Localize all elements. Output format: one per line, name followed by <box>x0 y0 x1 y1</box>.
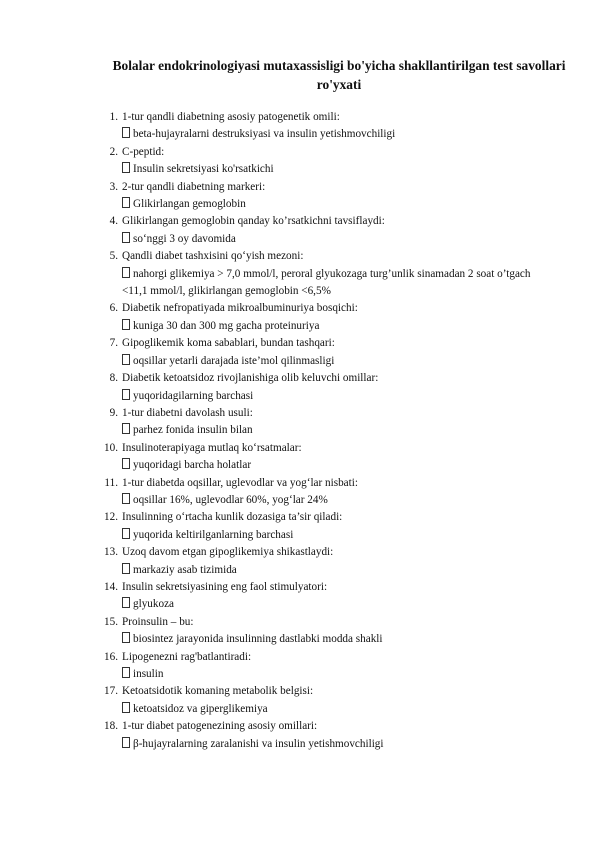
question-number: 6. <box>109 302 118 315</box>
answer-text: biosintez jarayonida insulinning dastlabki modda shakli <box>133 633 383 646</box>
question-line <box>0 179 596 196</box>
question-line <box>0 509 596 526</box>
answer-line <box>0 353 596 370</box>
answer-text: insulin <box>133 668 164 680</box>
checkbox-icon <box>122 737 130 748</box>
answer-line <box>0 196 596 213</box>
answer-text: beta-hujayralarni destruksiyasi va insulin yetishmovchiligi <box>133 128 396 141</box>
question-item <box>0 579 596 614</box>
checkbox-icon <box>122 423 130 434</box>
question-text: 1-tur diabetda oqsillar, uglevodlar va yog‘lar nisbati: <box>122 476 358 489</box>
question-text: 1-tur diabetni davolash usuli: <box>122 406 253 419</box>
answer-text: Glikirlangan gemoglobin <box>133 198 246 211</box>
question-number: 10. <box>104 441 118 454</box>
checkbox-icon <box>122 458 130 469</box>
answer-text: oqsillar 16%, uglevodlar 60%, yog‘lar 24% <box>133 493 328 506</box>
question-text: Ketoatsidotik komaning metabolik belgisi: <box>122 685 314 698</box>
question-item <box>0 718 596 753</box>
question-item <box>0 109 596 144</box>
question-item <box>0 544 596 579</box>
checkbox-icon <box>122 632 130 643</box>
checkbox-icon <box>122 162 130 173</box>
question-line <box>0 300 596 317</box>
question-item <box>0 649 596 684</box>
answer-text: oqsillar yetarli darajada iste’mol qilinmasligi <box>133 354 335 367</box>
question-line <box>0 144 596 161</box>
checkbox-icon <box>122 597 130 608</box>
question-list <box>0 109 596 753</box>
question-item <box>0 300 596 335</box>
checkbox-icon <box>122 493 130 504</box>
question-line <box>0 370 596 387</box>
question-text: Glikirlangan gemoglobin qanday ko’rsatkichni tavsiflaydi: <box>122 215 385 228</box>
answer-line <box>0 388 596 405</box>
question-line <box>0 335 596 352</box>
question-number: 4. <box>109 215 118 228</box>
checkbox-icon <box>122 702 130 713</box>
question-item <box>0 509 596 544</box>
document-title: Bolalar endokrinologiyasi mutaxassisligi bo'yicha shakllantirilgan test savollari ro'yxati <box>112 58 566 92</box>
question-line <box>0 614 596 631</box>
checkbox-icon <box>122 232 130 243</box>
answer-text: Insulin sekretsiyasi ko'rsatkichi <box>133 163 274 176</box>
question-text: Proinsulin – bu: <box>122 615 194 628</box>
question-line <box>0 544 596 561</box>
answer-line <box>0 666 596 683</box>
question-line <box>0 213 596 230</box>
answer-line <box>0 457 596 474</box>
question-number: 3. <box>109 180 118 193</box>
answer-text: kuniga 30 dan 300 mg gacha proteinuriya <box>133 319 320 332</box>
question-line <box>0 718 596 735</box>
answer-line <box>0 492 596 509</box>
answer-text: β-hujayralarning zaralanishi va insulin yetishmovchiligi <box>133 737 384 750</box>
question-number: 16. <box>104 650 118 663</box>
checkbox-icon <box>122 267 130 278</box>
checkbox-icon <box>122 389 130 400</box>
question-text: Diabetik nefropatiyada mikroalbuminuriya bosqichi: <box>122 302 358 315</box>
answer-text: glyukoza <box>133 598 175 611</box>
answer-line <box>0 266 596 301</box>
checkbox-icon <box>122 667 130 678</box>
question-line <box>0 405 596 422</box>
checkbox-icon <box>122 197 130 208</box>
question-item <box>0 475 596 510</box>
question-item <box>0 213 596 248</box>
checkbox-icon <box>122 354 130 365</box>
answer-text: yuqoridagi barcha holatlar <box>133 459 252 472</box>
question-text: 1-tur qandli diabetning asosiy patogenetik omili: <box>122 111 340 123</box>
checkbox-icon <box>122 528 130 539</box>
question-text: Diabetik ketoatsidoz rivojlanishiga olib keluvchi omillar: <box>122 372 379 385</box>
question-item <box>0 248 596 300</box>
answer-line <box>0 631 596 648</box>
answer-line <box>0 562 596 579</box>
question-item <box>0 440 596 475</box>
answer-line <box>0 701 596 718</box>
question-text: Insulin sekretsiyasining eng faol stimulyatori: <box>122 580 328 593</box>
answer-line <box>0 161 596 178</box>
answer-text: ketoatsidoz va giperglikemiya <box>133 702 268 715</box>
question-number: 2. <box>109 145 118 158</box>
answer-text: yuqorida keltirilganlarning barchasi <box>133 528 294 541</box>
question-line <box>0 649 596 666</box>
answer-text: so‘nggi 3 oy davomida <box>133 232 236 245</box>
answer-text: yuqoridagilarning barchasi <box>133 389 254 402</box>
answer-line <box>0 318 596 335</box>
question-text: Insulinoterapiyaga mutlaq ko‘rsatmalar: <box>122 441 302 454</box>
question-item <box>0 335 596 370</box>
question-text: Qandli diabet tashxisini qo‘yish mezoni: <box>122 250 304 263</box>
question-number: 14. <box>104 580 118 593</box>
question-item <box>0 405 596 440</box>
answer-text: parhez fonida insulin bilan <box>133 424 253 437</box>
question-number: 12. <box>104 511 118 524</box>
answer-line <box>0 422 596 439</box>
question-number: 9. <box>109 406 118 419</box>
question-line <box>0 109 596 126</box>
question-text: C-peptid: <box>122 145 165 158</box>
answer-text: nahorgi glikemiya > 7,0 mmol/l, peroral glyukozaga turg’unlik sinamadan 2 soat o’tgach <11,1 mmol/l, glikirlangan gemoglobin <6,5% <box>122 267 531 298</box>
question-number: 8. <box>109 372 118 385</box>
answer-line <box>0 231 596 248</box>
question-line <box>0 475 596 492</box>
answer-text: markaziy asab tizimida <box>133 563 237 576</box>
question-text: Uzoq davom etgan gipoglikemiya shikastlaydi: <box>122 546 334 559</box>
question-item <box>0 144 596 179</box>
question-text: 1-tur diabet patogenezining asosiy omillari: <box>122 720 318 733</box>
checkbox-icon <box>122 319 130 330</box>
question-number: 11. <box>104 476 118 489</box>
question-item <box>0 370 596 405</box>
question-item <box>0 683 596 718</box>
question-line <box>0 683 596 700</box>
question-number: 1. <box>109 111 118 123</box>
question-number: 15. <box>104 615 118 628</box>
question-line <box>0 579 596 596</box>
answer-line <box>0 596 596 613</box>
answer-line <box>0 527 596 544</box>
question-text: Gipoglikemik koma sabablari, bundan tashqari: <box>122 337 335 350</box>
checkbox-icon <box>122 563 130 574</box>
question-number: 5. <box>109 250 118 263</box>
answer-line <box>0 126 596 143</box>
question-text: 2-tur qandli diabetning markeri: <box>122 180 266 193</box>
question-text: Insulinning o‘rtacha kunlik dozasiga ta’sir qiladi: <box>122 511 343 524</box>
question-line <box>0 248 596 265</box>
question-line <box>0 440 596 457</box>
question-item <box>0 179 596 214</box>
answer-line <box>0 736 596 753</box>
question-text: Lipogenezni rag'batlantiradi: <box>122 650 252 663</box>
question-number: 13. <box>104 546 118 559</box>
question-item <box>0 614 596 649</box>
checkbox-icon <box>122 127 130 138</box>
question-number: 18. <box>104 720 118 733</box>
question-number: 7. <box>109 337 118 350</box>
question-number: 17. <box>104 685 118 698</box>
